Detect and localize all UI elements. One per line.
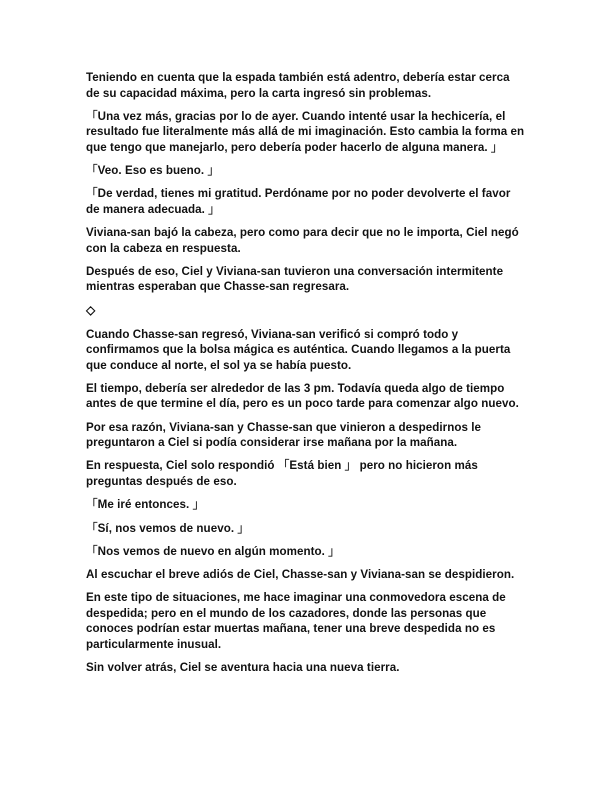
- dialogue-paragraph: 「Sí, nos vemos de nuevo. 」: [86, 521, 250, 535]
- dialogue-paragraph: 「Veo. Eso es bueno. 」: [86, 164, 220, 178]
- paragraph: Por esa razón, Viviana-san y Chasse-san que vinieron a despedirnos le preguntaron a Ciel si podía considerar irse mañana por la mañana.: [86, 420, 481, 450]
- paragraph: Al escuchar el breve adiós de Ciel, Chasse-san y Viviana-san se despidieron.: [86, 568, 515, 582]
- paragraph: Después de eso, Ciel y Viviana-san tuvieron una conversación intermitente mientras esperaban que Chasse-san regresara.: [86, 264, 504, 294]
- paragraph: Cuando Chasse-san regresó, Viviana-san verificó si compró todo y confirmamos que la bolsa mágica es auténtica. Cuando llegamos a la puerta que conduce al norte, el sol ya se había puesto.: [86, 327, 511, 372]
- paragraph: En respuesta, Ciel solo respondió 「Está bien 」 pero no hicieron más preguntas después de eso.: [86, 459, 478, 488]
- dialogue-paragraph: 「Nos vemos de nuevo en algún momento. 」: [86, 544, 340, 558]
- paragraph: Teniendo en cuenta que la espada también está adentro, debería estar cerca de su capacidad máxima, pero la carta ingresó sin problemas.: [86, 71, 510, 100]
- dialogue-paragraph: 「Me iré entonces. 」: [86, 498, 205, 512]
- paragraph: Sin volver atrás, Ciel se aventura hacia una nueva tierra.: [86, 661, 400, 675]
- scene-break-diamond: ◇: [86, 302, 96, 317]
- dialogue-paragraph: 「De verdad, tienes mi gratitud. Perdóname por no poder devolverte el favor de manera adecuada. 」: [86, 187, 511, 216]
- paragraph: Viviana-san bajó la cabeza, pero como para decir que no le importa, Ciel negó con la cabeza en respuesta.: [86, 226, 519, 255]
- document-body: [86, 70, 526, 684]
- paragraph: En este tipo de situaciones, me hace imaginar una conmovedora escena de despedida; pero en el mundo de los cazadores, donde las personas que conoces podrían estar muertas mañana, tener una breve despedida no es particularmente inusual.: [86, 591, 506, 651]
- paragraph: El tiempo, debería ser alrededor de las 3 pm. Todavía queda algo de tiempo antes de que termine el día, pero es un poco tarde para comenzar algo nuevo.: [86, 381, 519, 411]
- dialogue-paragraph: 「Una vez más, gracias por lo de ayer. Cuando intenté usar la hechicería, el resultado fue literalmente más allá de mi imaginación. Esto cambia la forma en que tengo que manejarlo, pero debería poder hacerlo de alguna manera. 」: [86, 109, 525, 154]
